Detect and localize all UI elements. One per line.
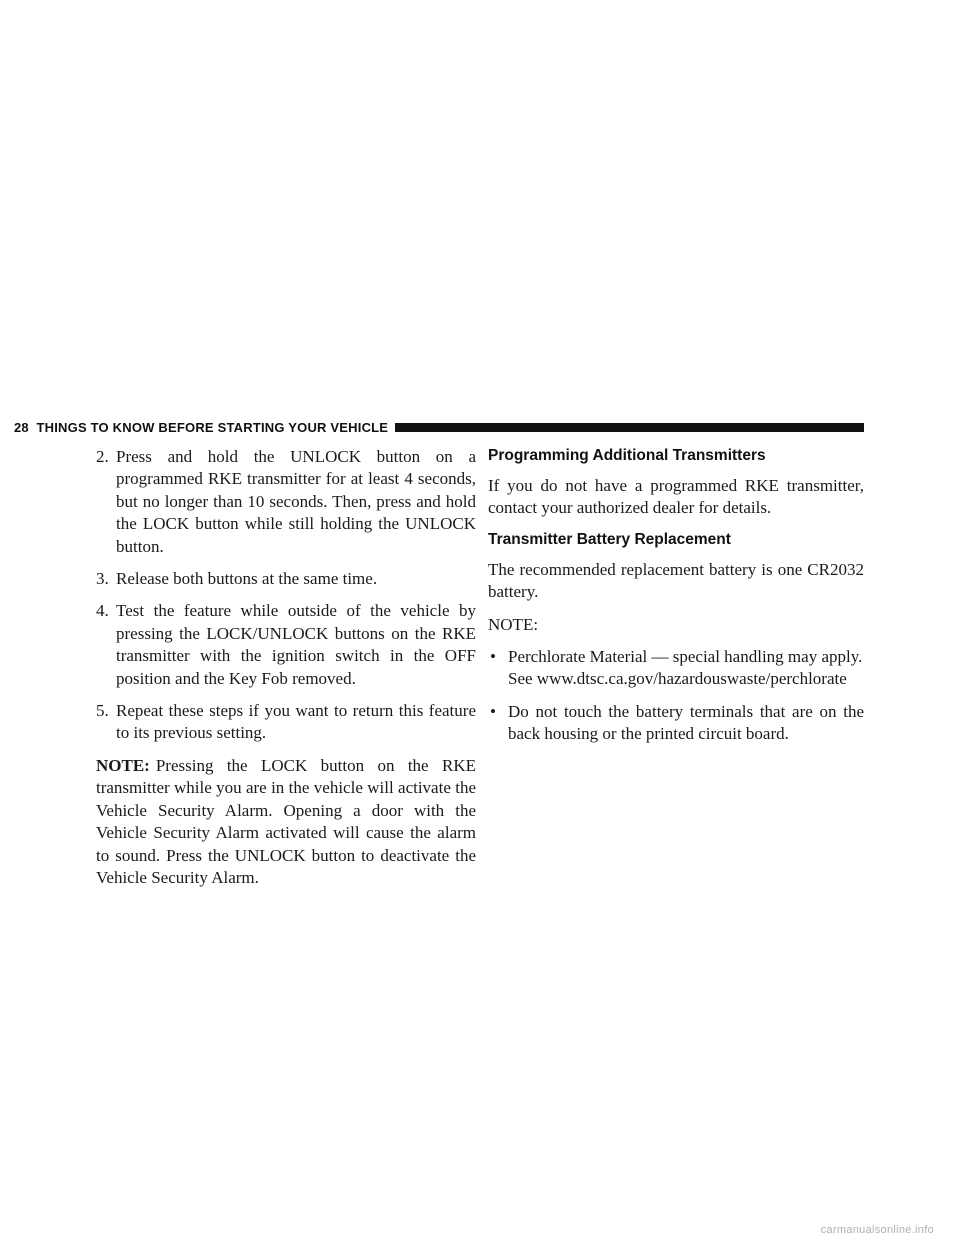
step-text: Test the feature while outside of the vehicle by pressing the LOCK/UNLOCK buttons on the RKE transmitter with the ignition switch in the OFF position and the Key Fob removed. — [116, 601, 476, 688]
battery-note-label — [488, 614, 864, 636]
bullet-icon: • — [490, 647, 496, 667]
bullet-line: Perchlorate Material — special handling may apply. — [508, 647, 863, 667]
step-text: Release both buttons at the same time. — [116, 569, 378, 589]
bullet-line: See www.dtsc.ca.gov/hazardouswaste/perchlorate — [508, 669, 847, 689]
bullet-item — [488, 646, 864, 691]
step-number: 4. — [96, 601, 109, 621]
header-rule — [395, 423, 864, 432]
left-column — [96, 446, 476, 899]
page-number: 28 — [14, 419, 29, 435]
note-label: NOTE: — [96, 755, 150, 775]
page-header — [14, 417, 864, 437]
note-label: NOTE: — [488, 614, 539, 634]
step-item — [96, 600, 476, 690]
section-text-programming: If you do not have a programmed RKE transmitter, contact your authorized dealer for details. — [488, 476, 864, 518]
section-heading-programming: Programming Additional Transmitters — [488, 447, 766, 464]
step-text: Repeat these steps if you want to return this feature to its previous setting. — [116, 701, 476, 743]
section-text-battery: The recommended replacement battery is one CR2032 battery. — [488, 559, 864, 602]
bullet-item — [488, 701, 864, 746]
section-heading-battery: Transmitter Battery Replacement — [488, 530, 731, 548]
bullet-icon: • — [490, 701, 496, 721]
site-watermark: carmanualsonline.info — [820, 1224, 934, 1236]
note-text: Pressing the LOCK button on the RKE transmitter while you are in the vehicle will activate the Vehicle Security Alarm. Opening a door with the Vehicle Security Alarm activated will cause the alarm to sound. Press the UNLOCK button to deactivate the Vehicle Security Alarm. — [96, 755, 476, 887]
alarm-note — [96, 755, 476, 889]
step-item — [96, 446, 476, 558]
step-item — [96, 700, 476, 745]
right-column — [488, 446, 864, 756]
step-number: 2. — [96, 447, 109, 466]
step-text: Press and hold the UNLOCK button on a programmed RKE transmitter for at least 4 seconds, but no longer than 10 seconds. Then, press and hold the LOCK button while still holding the UNLOCK button. — [116, 447, 476, 556]
bullet-text — [508, 646, 864, 691]
section-title: THINGS TO KNOW BEFORE STARTING YOUR VEHICLE — [36, 419, 389, 435]
step-number: 3. — [96, 569, 109, 589]
step-number: 5. — [96, 701, 109, 721]
step-item — [96, 568, 476, 590]
header-label — [14, 420, 388, 435]
bullet-text: Do not touch the battery terminals that are on the back housing or the printed circuit board. — [508, 701, 864, 744]
